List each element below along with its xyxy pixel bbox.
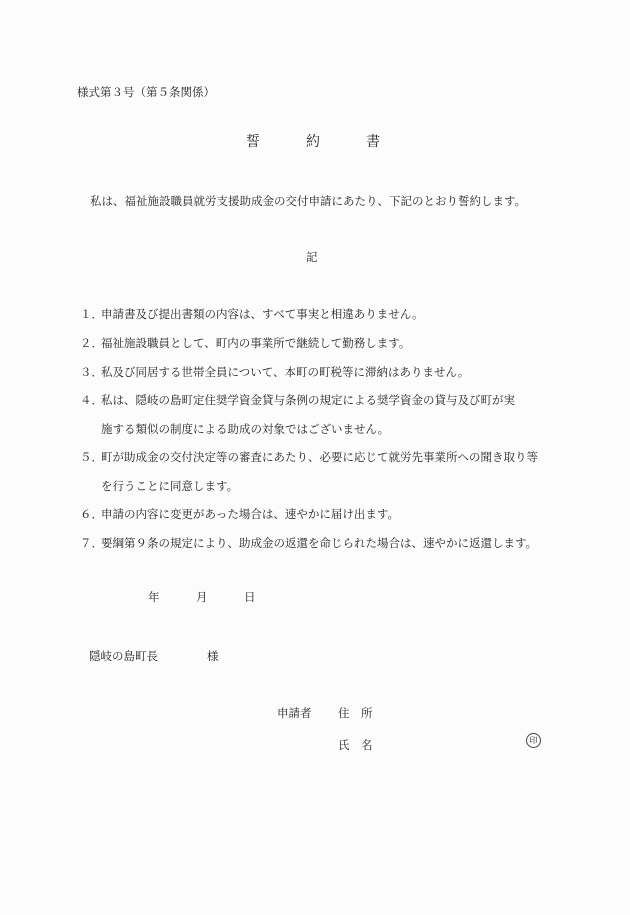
title-char-2: 約 xyxy=(306,134,320,150)
pledge-item-7 xyxy=(80,535,537,551)
honorific: 様 xyxy=(207,649,219,663)
item-number: ３． xyxy=(80,365,103,379)
item-text: 要綱第９条の規定により、助成金の返還を命じられた場合は、速やかに返還します。 xyxy=(101,536,538,550)
pledge-item-6 xyxy=(80,506,399,522)
item-text: 私及び同居する世帯全員について、本町の町税等に滞納はありません。 xyxy=(101,365,470,379)
item-number: ４． xyxy=(80,393,103,407)
date-day-label: 日 xyxy=(244,590,256,604)
item-text: 申請の内容に変更があった場合は、速やかに届け出ます。 xyxy=(101,507,399,521)
item-number: ２． xyxy=(80,336,103,350)
seal-icon: 印 xyxy=(526,733,541,748)
name-label: 氏 名 xyxy=(338,738,373,752)
intro-statement: 私は、福祉施設職員就労支援助成金の交付申請にあたり、下記のとおり誓約します。 xyxy=(90,194,527,208)
item-text: 申請書及び提出書類の内容は、すべて事実と相違ありません。 xyxy=(101,307,424,321)
address-label: 住 所 xyxy=(338,706,373,720)
item-number: ６． xyxy=(80,507,103,521)
item-text: 福祉施設職員として、町内の事業所で継続して勤務します。 xyxy=(101,336,411,350)
pledge-item-1 xyxy=(80,306,423,322)
addressee: 隠岐の島町長 xyxy=(89,649,158,663)
date-year-label: 年 xyxy=(148,590,160,604)
form-number: 様式第３号（第５条関係） xyxy=(77,85,215,99)
item-number: １． xyxy=(80,307,103,321)
title-char-1: 誓 xyxy=(246,134,260,150)
pledge-item-2 xyxy=(80,335,410,351)
pledge-item-4-continued: 施する類似の制度による助成の対象ではございません。 xyxy=(101,422,390,436)
pledge-item-5-continued: を行うことに同意します。 xyxy=(101,479,239,493)
item-text: 私は、隠岐の島町定住奨学資金貸与条例の規定による奨学資金の貸与及び町が実 xyxy=(101,393,515,407)
date-month-label: 月 xyxy=(196,590,208,604)
pledge-item-3 xyxy=(80,364,469,380)
pledge-item-5 xyxy=(80,449,538,465)
title-char-3: 書 xyxy=(366,134,380,150)
pledge-item-4 xyxy=(80,392,515,408)
applicant-label: 申請者 xyxy=(277,706,312,720)
item-number: ７． xyxy=(80,536,103,550)
item-text: 町が助成金の交付決定等の審査にあたり、必要に応じて就労先事業所への聞き取り等 xyxy=(101,450,538,464)
ki-heading: 記 xyxy=(306,250,318,264)
item-number: ５． xyxy=(80,450,103,464)
